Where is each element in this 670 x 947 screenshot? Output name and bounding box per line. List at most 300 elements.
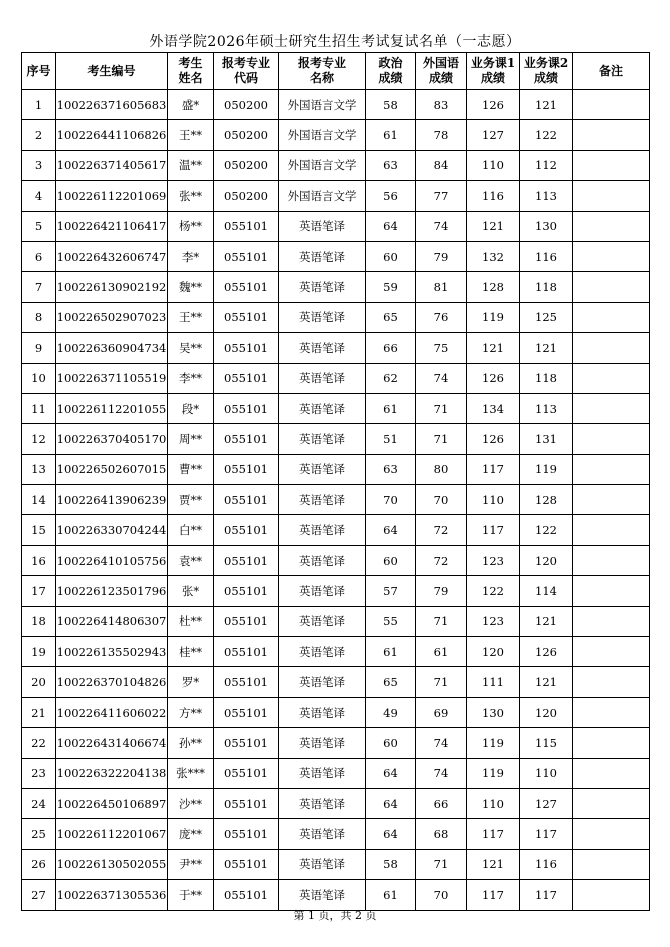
cell-major-name: 外国语言文学 [279, 181, 366, 211]
cell-major-code: 055101 [214, 788, 279, 818]
cell-seq: 15 [22, 515, 56, 545]
cell-remarks [573, 90, 650, 120]
cell-remarks [573, 576, 650, 606]
cell-seq: 7 [22, 272, 56, 302]
cell-major-name: 英语笔译 [279, 880, 366, 910]
cell-subject-2: 125 [520, 302, 573, 332]
table-row [22, 728, 650, 758]
cell-candidate-id: 100226410105756 [56, 545, 168, 575]
cell-name: 曹** [168, 454, 214, 484]
table-row [22, 758, 650, 788]
cell-seq: 18 [22, 606, 56, 636]
cell-major-name: 英语笔译 [279, 211, 366, 241]
cell-candidate-id: 100226135502943 [56, 637, 168, 667]
cell-subject-1: 116 [467, 181, 520, 211]
cell-subject-1: 123 [467, 545, 520, 575]
table-row [22, 241, 650, 271]
cell-seq: 11 [22, 393, 56, 423]
cell-name: 段* [168, 393, 214, 423]
cell-remarks [573, 424, 650, 454]
cell-major-code: 055101 [214, 545, 279, 575]
cell-seq: 24 [22, 788, 56, 818]
cell-candidate-id: 100226371105519 [56, 363, 168, 393]
cell-subject-2: 120 [520, 545, 573, 575]
cell-subject-1: 126 [467, 90, 520, 120]
cell-name: 罗* [168, 667, 214, 697]
table-row [22, 454, 650, 484]
cell-candidate-id: 100226112201069 [56, 181, 168, 211]
cell-politics: 64 [366, 211, 416, 241]
table-row [22, 393, 650, 423]
cell-name: 盛* [168, 90, 214, 120]
table-row [22, 545, 650, 575]
table-row [22, 667, 650, 697]
table-row [22, 849, 650, 879]
cell-politics: 65 [366, 302, 416, 332]
cell-politics: 65 [366, 667, 416, 697]
cell-foreign-language: 71 [416, 424, 467, 454]
cell-major-code: 055101 [214, 515, 279, 545]
header-foreign-language: 外国语 成绩 [416, 53, 467, 90]
table-row [22, 211, 650, 241]
cell-major-name: 英语笔译 [279, 728, 366, 758]
cell-major-code: 050200 [214, 120, 279, 150]
document-title: 外语学院2026年硕士研究生招生考试复试名单（一志愿） [149, 34, 521, 50]
cell-major-code: 055101 [214, 637, 279, 667]
header-seq: 序号 [22, 53, 56, 90]
cell-remarks [573, 241, 650, 271]
cell-name: 袁** [168, 545, 214, 575]
cell-politics: 63 [366, 150, 416, 180]
cell-candidate-id: 100226371605683 [56, 90, 168, 120]
cell-remarks [573, 637, 650, 667]
cell-remarks [573, 667, 650, 697]
cell-major-code: 055101 [214, 697, 279, 727]
cell-remarks [573, 819, 650, 849]
cell-subject-1: 110 [467, 150, 520, 180]
cell-subject-2: 127 [520, 788, 573, 818]
cell-foreign-language: 66 [416, 788, 467, 818]
cell-foreign-language: 81 [416, 272, 467, 302]
cell-major-code: 055101 [214, 272, 279, 302]
table-row [22, 606, 650, 636]
cell-politics: 64 [366, 788, 416, 818]
cell-politics: 55 [366, 606, 416, 636]
cell-subject-2: 113 [520, 181, 573, 211]
cell-remarks [573, 454, 650, 484]
cell-major-name: 英语笔译 [279, 363, 366, 393]
cell-candidate-id: 100226371305536 [56, 880, 168, 910]
cell-foreign-language: 76 [416, 302, 467, 332]
cell-candidate-id: 100226413906239 [56, 485, 168, 515]
cell-subject-2: 113 [520, 393, 573, 423]
cell-politics: 61 [366, 637, 416, 667]
cell-candidate-id: 100226411606022 [56, 697, 168, 727]
cell-politics: 61 [366, 120, 416, 150]
header-politics: 政治 成绩 [366, 53, 416, 90]
cell-foreign-language: 70 [416, 880, 467, 910]
cell-major-code: 055101 [214, 211, 279, 241]
cell-subject-1: 126 [467, 424, 520, 454]
cell-subject-2: 117 [520, 880, 573, 910]
cell-name: 吴** [168, 333, 214, 363]
cell-subject-2: 117 [520, 819, 573, 849]
cell-name: 白** [168, 515, 214, 545]
cell-politics: 62 [366, 363, 416, 393]
cell-subject-1: 119 [467, 302, 520, 332]
cell-subject-1: 126 [467, 363, 520, 393]
cell-remarks [573, 485, 650, 515]
table-row [22, 576, 650, 606]
cell-seq: 12 [22, 424, 56, 454]
cell-politics: 64 [366, 515, 416, 545]
cell-major-code: 055101 [214, 363, 279, 393]
cell-candidate-id: 100226450106897 [56, 788, 168, 818]
cell-subject-1: 120 [467, 637, 520, 667]
cell-subject-2: 114 [520, 576, 573, 606]
cell-name: 庞** [168, 819, 214, 849]
cell-major-name: 英语笔译 [279, 454, 366, 484]
cell-candidate-id: 100226502907023 [56, 302, 168, 332]
table-row [22, 637, 650, 667]
cell-name: 王** [168, 120, 214, 150]
cell-major-name: 外国语言文学 [279, 150, 366, 180]
cell-subject-2: 122 [520, 120, 573, 150]
cell-seq: 20 [22, 667, 56, 697]
cell-name: 李** [168, 363, 214, 393]
cell-seq: 10 [22, 363, 56, 393]
cell-foreign-language: 72 [416, 515, 467, 545]
cell-name: 贾** [168, 485, 214, 515]
cell-major-name: 英语笔译 [279, 697, 366, 727]
cell-candidate-id: 100226360904734 [56, 333, 168, 363]
cell-subject-1: 127 [467, 120, 520, 150]
cell-major-code: 055101 [214, 576, 279, 606]
cell-name: 周** [168, 424, 214, 454]
cell-remarks [573, 788, 650, 818]
cell-seq: 19 [22, 637, 56, 667]
table-body [22, 90, 650, 911]
cell-subject-2: 126 [520, 637, 573, 667]
cell-remarks [573, 758, 650, 788]
cell-remarks [573, 728, 650, 758]
cell-name: 杜** [168, 606, 214, 636]
cell-subject-1: 117 [467, 819, 520, 849]
cell-remarks [573, 363, 650, 393]
cell-remarks [573, 150, 650, 180]
cell-major-code: 050200 [214, 181, 279, 211]
cell-name: 杨** [168, 211, 214, 241]
cell-politics: 49 [366, 697, 416, 727]
page-footer: 第 1 页，共 2 页 [293, 909, 377, 922]
cell-seq: 22 [22, 728, 56, 758]
header-remarks: 备注 [573, 53, 650, 90]
cell-candidate-id: 100226112201055 [56, 393, 168, 423]
cell-name: 尹** [168, 849, 214, 879]
cell-subject-1: 128 [467, 272, 520, 302]
cell-politics: 64 [366, 758, 416, 788]
cell-subject-2: 121 [520, 667, 573, 697]
cell-seq: 13 [22, 454, 56, 484]
cell-foreign-language: 79 [416, 576, 467, 606]
cell-major-name: 英语笔译 [279, 393, 366, 423]
cell-subject-2: 116 [520, 849, 573, 879]
cell-subject-1: 110 [467, 485, 520, 515]
cell-remarks [573, 333, 650, 363]
cell-candidate-id: 100226370104826 [56, 667, 168, 697]
cell-subject-2: 118 [520, 363, 573, 393]
cell-name: 桂** [168, 637, 214, 667]
cell-name: 张*** [168, 758, 214, 788]
cell-major-code: 055101 [214, 849, 279, 879]
cell-major-name: 英语笔译 [279, 545, 366, 575]
cell-name: 孙** [168, 728, 214, 758]
cell-seq: 6 [22, 241, 56, 271]
cell-major-code: 055101 [214, 728, 279, 758]
cell-politics: 66 [366, 333, 416, 363]
cell-name: 沙** [168, 788, 214, 818]
cell-seq: 4 [22, 181, 56, 211]
cell-foreign-language: 84 [416, 150, 467, 180]
cell-major-name: 英语笔译 [279, 758, 366, 788]
cell-major-name: 英语笔译 [279, 485, 366, 515]
cell-politics: 58 [366, 849, 416, 879]
cell-candidate-id: 100226123501796 [56, 576, 168, 606]
cell-foreign-language: 79 [416, 241, 467, 271]
cell-foreign-language: 74 [416, 758, 467, 788]
candidate-table [21, 52, 650, 911]
cell-remarks [573, 302, 650, 332]
cell-subject-2: 121 [520, 333, 573, 363]
cell-subject-1: 119 [467, 728, 520, 758]
cell-major-code: 050200 [214, 150, 279, 180]
cell-seq: 16 [22, 545, 56, 575]
cell-candidate-id: 100226421106417 [56, 211, 168, 241]
cell-remarks [573, 849, 650, 879]
table-row [22, 181, 650, 211]
cell-subject-2: 119 [520, 454, 573, 484]
cell-subject-2: 115 [520, 728, 573, 758]
cell-politics: 56 [366, 181, 416, 211]
cell-name: 温** [168, 150, 214, 180]
table-row [22, 333, 650, 363]
cell-seq: 25 [22, 819, 56, 849]
cell-politics: 51 [366, 424, 416, 454]
cell-foreign-language: 74 [416, 363, 467, 393]
cell-foreign-language: 68 [416, 819, 467, 849]
cell-major-name: 英语笔译 [279, 515, 366, 545]
cell-foreign-language: 70 [416, 485, 467, 515]
cell-name: 于** [168, 880, 214, 910]
cell-major-name: 英语笔译 [279, 606, 366, 636]
cell-foreign-language: 83 [416, 90, 467, 120]
cell-foreign-language: 61 [416, 637, 467, 667]
table-row [22, 880, 650, 910]
cell-subject-2: 130 [520, 211, 573, 241]
header-major-name: 报考专业 名称 [279, 53, 366, 90]
cell-major-code: 055101 [214, 333, 279, 363]
cell-subject-1: 121 [467, 211, 520, 241]
cell-remarks [573, 120, 650, 150]
cell-seq: 23 [22, 758, 56, 788]
cell-foreign-language: 74 [416, 211, 467, 241]
cell-politics: 63 [366, 454, 416, 484]
cell-candidate-id: 100226370405170 [56, 424, 168, 454]
cell-subject-2: 118 [520, 272, 573, 302]
cell-major-code: 055101 [214, 454, 279, 484]
cell-politics: 59 [366, 272, 416, 302]
cell-foreign-language: 75 [416, 333, 467, 363]
cell-subject-1: 119 [467, 758, 520, 788]
cell-major-name: 英语笔译 [279, 241, 366, 271]
cell-candidate-id: 100226414806307 [56, 606, 168, 636]
table-row [22, 697, 650, 727]
cell-candidate-id: 100226130502055 [56, 849, 168, 879]
cell-subject-1: 117 [467, 454, 520, 484]
table-row [22, 515, 650, 545]
cell-foreign-language: 72 [416, 545, 467, 575]
cell-major-code: 055101 [214, 393, 279, 423]
header-subject-2: 业务课2 成绩 [520, 53, 573, 90]
cell-major-name: 英语笔译 [279, 637, 366, 667]
cell-major-name: 英语笔译 [279, 333, 366, 363]
table-header-row [22, 53, 650, 90]
table-row [22, 819, 650, 849]
cell-politics: 57 [366, 576, 416, 606]
cell-major-code: 050200 [214, 90, 279, 120]
cell-subject-1: 130 [467, 697, 520, 727]
table-row [22, 150, 650, 180]
cell-seq: 9 [22, 333, 56, 363]
cell-major-code: 055101 [214, 424, 279, 454]
cell-subject-2: 120 [520, 697, 573, 727]
cell-name: 张* [168, 576, 214, 606]
cell-subject-1: 123 [467, 606, 520, 636]
cell-foreign-language: 78 [416, 120, 467, 150]
cell-politics: 58 [366, 90, 416, 120]
cell-major-code: 055101 [214, 880, 279, 910]
cell-candidate-id: 100226441106826 [56, 120, 168, 150]
cell-remarks [573, 697, 650, 727]
cell-subject-1: 111 [467, 667, 520, 697]
cell-politics: 60 [366, 241, 416, 271]
header-subject-1: 业务课1 成绩 [467, 53, 520, 90]
cell-major-code: 055101 [214, 485, 279, 515]
cell-subject-1: 117 [467, 880, 520, 910]
table-row [22, 485, 650, 515]
cell-candidate-id: 100226330704244 [56, 515, 168, 545]
cell-foreign-language: 74 [416, 728, 467, 758]
cell-seq: 17 [22, 576, 56, 606]
cell-remarks [573, 272, 650, 302]
cell-subject-2: 131 [520, 424, 573, 454]
cell-subject-1: 110 [467, 788, 520, 818]
cell-remarks [573, 880, 650, 910]
cell-remarks [573, 211, 650, 241]
cell-major-name: 英语笔译 [279, 788, 366, 818]
cell-subject-1: 121 [467, 849, 520, 879]
cell-seq: 14 [22, 485, 56, 515]
cell-foreign-language: 80 [416, 454, 467, 484]
cell-subject-1: 134 [467, 393, 520, 423]
cell-subject-1: 122 [467, 576, 520, 606]
cell-subject-2: 121 [520, 90, 573, 120]
cell-major-code: 055101 [214, 819, 279, 849]
header-candidate-id: 考生编号 [56, 53, 168, 90]
cell-candidate-id: 100226432606747 [56, 241, 168, 271]
cell-major-code: 055101 [214, 667, 279, 697]
table-row [22, 120, 650, 150]
cell-candidate-id: 100226431406674 [56, 728, 168, 758]
cell-candidate-id: 100226112201067 [56, 819, 168, 849]
cell-seq: 27 [22, 880, 56, 910]
cell-major-name: 英语笔译 [279, 302, 366, 332]
cell-subject-1: 132 [467, 241, 520, 271]
cell-major-name: 英语笔译 [279, 667, 366, 697]
cell-seq: 26 [22, 849, 56, 879]
cell-remarks [573, 393, 650, 423]
table-row [22, 302, 650, 332]
cell-remarks [573, 606, 650, 636]
cell-major-name: 英语笔译 [279, 272, 366, 302]
cell-name: 李* [168, 241, 214, 271]
cell-major-code: 055101 [214, 302, 279, 332]
cell-candidate-id: 100226502607015 [56, 454, 168, 484]
cell-major-name: 英语笔译 [279, 576, 366, 606]
cell-politics: 64 [366, 819, 416, 849]
cell-name: 方** [168, 697, 214, 727]
cell-foreign-language: 71 [416, 606, 467, 636]
cell-seq: 2 [22, 120, 56, 150]
cell-seq: 8 [22, 302, 56, 332]
cell-subject-1: 117 [467, 515, 520, 545]
cell-candidate-id: 100226130902192 [56, 272, 168, 302]
cell-foreign-language: 71 [416, 393, 467, 423]
table-row [22, 90, 650, 120]
cell-seq: 3 [22, 150, 56, 180]
cell-politics: 60 [366, 545, 416, 575]
cell-remarks [573, 515, 650, 545]
cell-seq: 1 [22, 90, 56, 120]
cell-major-code: 055101 [214, 241, 279, 271]
cell-major-name: 英语笔译 [279, 849, 366, 879]
cell-candidate-id: 100226371405617 [56, 150, 168, 180]
cell-foreign-language: 71 [416, 667, 467, 697]
table-row [22, 788, 650, 818]
cell-foreign-language: 71 [416, 849, 467, 879]
cell-politics: 61 [366, 880, 416, 910]
cell-subject-2: 122 [520, 515, 573, 545]
table-row [22, 424, 650, 454]
cell-name: 魏** [168, 272, 214, 302]
cell-remarks [573, 545, 650, 575]
cell-subject-2: 116 [520, 241, 573, 271]
cell-candidate-id: 100226322204138 [56, 758, 168, 788]
cell-politics: 61 [366, 393, 416, 423]
cell-subject-2: 121 [520, 606, 573, 636]
cell-subject-2: 110 [520, 758, 573, 788]
cell-major-name: 外国语言文学 [279, 120, 366, 150]
table-row [22, 272, 650, 302]
cell-subject-2: 128 [520, 485, 573, 515]
cell-major-code: 055101 [214, 758, 279, 788]
table-row [22, 363, 650, 393]
cell-remarks [573, 181, 650, 211]
cell-name: 张** [168, 181, 214, 211]
cell-foreign-language: 69 [416, 697, 467, 727]
cell-major-name: 外国语言文学 [279, 90, 366, 120]
cell-seq: 5 [22, 211, 56, 241]
